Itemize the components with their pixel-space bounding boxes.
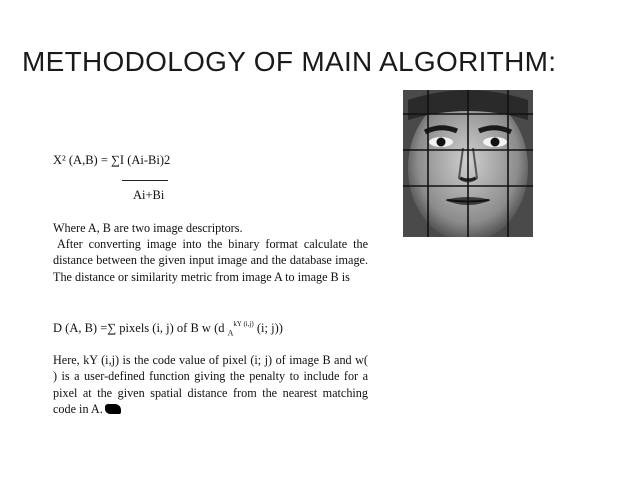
- code-value-explanation-body: Here, kY (i,j) is the code value of pixel (i; j) of image B and w( ) is a user-defined function giving the penalty to include for a pixel at the given spatial distance from the nearest matching code in A.: [53, 353, 368, 416]
- formula-distance-sub: A: [227, 328, 234, 338]
- formula-distance: [53, 320, 283, 338]
- face-grid-image: [403, 90, 533, 237]
- formula-distance-tail: (i; j)): [253, 321, 283, 335]
- slide-title: METHODOLOGY OF MAIN ALGORITHM:: [22, 46, 557, 77]
- formula-chi-square-denominator: Ai+Bi: [133, 188, 165, 202]
- code-value-explanation-text: [53, 352, 368, 417]
- formula-distance-main: D (A, B) =∑ pixels (i, j) of B w (d: [53, 321, 225, 335]
- ink-blot-mark: [105, 404, 121, 414]
- descriptor-definition-text: Where A, B are two image descriptors.: [53, 221, 243, 235]
- formula-distance-sup: kY (i,j): [233, 320, 254, 328]
- fraction-line: [122, 180, 168, 181]
- formula-chi-square-numerator: X² (A,B) = ∑I (Ai-Bi)2: [53, 153, 171, 167]
- distance-explanation-text: After converting image into the binary format calculate the distance between the given input image and the database image. The distance or similarity metric from image A to image B is: [53, 237, 368, 284]
